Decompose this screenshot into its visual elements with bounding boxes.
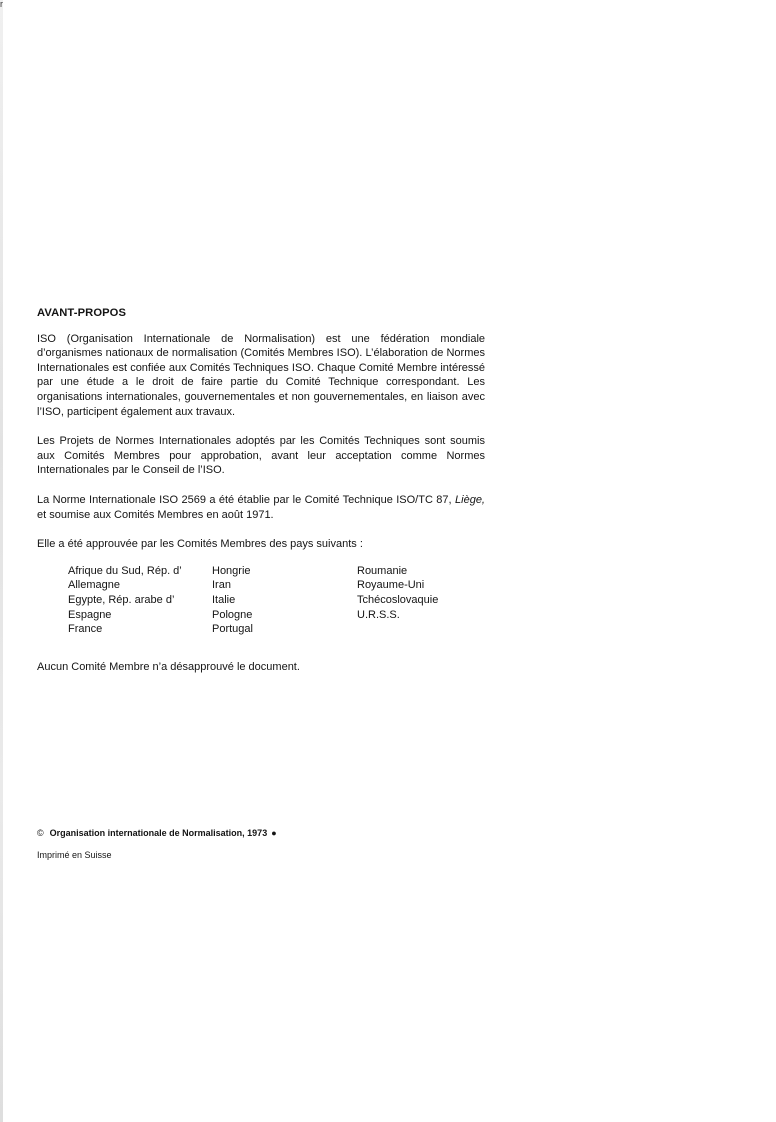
country-item: Espagne — [68, 608, 112, 621]
country-item: Italie — [212, 593, 236, 606]
scan-edge — [0, 0, 3, 1122]
countries-column-3 — [357, 564, 438, 622]
committee-name: Liège, — [455, 493, 485, 506]
country-item: Egypte, Rép. arabe d’ — [68, 593, 175, 606]
foreword-heading: AVANT-PROPOS — [37, 307, 127, 319]
countries-column-2 — [212, 564, 253, 637]
countries-column-1 — [68, 564, 182, 637]
country-item: France — [68, 623, 103, 636]
country-item: Pologne — [212, 608, 253, 621]
footer — [37, 827, 487, 861]
country-item: Afrique du Sud, Rép. d’ — [68, 564, 182, 577]
copyright-text: Organisation internationale de Normalisation, 1973 — [49, 828, 268, 838]
country-item: Roumanie — [357, 564, 408, 577]
countries-list — [37, 564, 485, 644]
disapproval-note: Aucun Comité Membre n’a désapprouvé le document. — [37, 660, 300, 673]
copyright-icon: © — [37, 828, 44, 838]
copyright-line — [37, 827, 487, 839]
country-item: Portugal — [212, 623, 253, 636]
printed-in: Imprimé en Suisse — [37, 850, 112, 860]
standard-paragraph-start: La Norme Internationale ISO 2569 a été établie par le Comité Technique ISO/TC 87, — [37, 493, 456, 506]
bullet-icon: ● — [271, 828, 277, 838]
country-item: Hongrie — [212, 564, 251, 577]
approval-intro: Elle a été approuvée par les Comités Membres des pays suivants : — [37, 538, 363, 551]
country-item: Allemagne — [68, 579, 120, 592]
scan-corner-mark: r — [0, 0, 3, 9]
country-item: U.R.S.S. — [357, 608, 400, 621]
foreword-section — [37, 306, 485, 689]
country-item: Royaume-Uni — [357, 579, 425, 592]
approval-process-paragraph: Les Projets de Normes Internationales adoptés par les Comités Techniques sont soumis aux Comités Membres pour approbation, avant leur acceptation comme Normes Internationales par le Conseil de l’ISO. — [37, 435, 485, 477]
standard-paragraph-end: et soumise aux Comités Membres en août 1971. — [37, 508, 274, 521]
standard-paragraph — [37, 493, 485, 522]
country-item: Iran — [212, 579, 231, 592]
iso-description-paragraph: ISO (Organisation Internationale de Normalisation) est une fédération mondiale d’organismes nationaux de normalisation (Comités Membres ISO). L’élaboration de Normes Internationales est confiée aux Comités Techniques ISO. Chaque Comité Membre intéressé par une étude a le droit de faire partie du Comité Technique correspondant. Les organisations internationales, gouvernementales et non gouvernementales, en liaison avec l’ISO, participent également aux travaux. — [37, 332, 485, 418]
country-item: Tchécoslovaquie — [357, 593, 439, 606]
